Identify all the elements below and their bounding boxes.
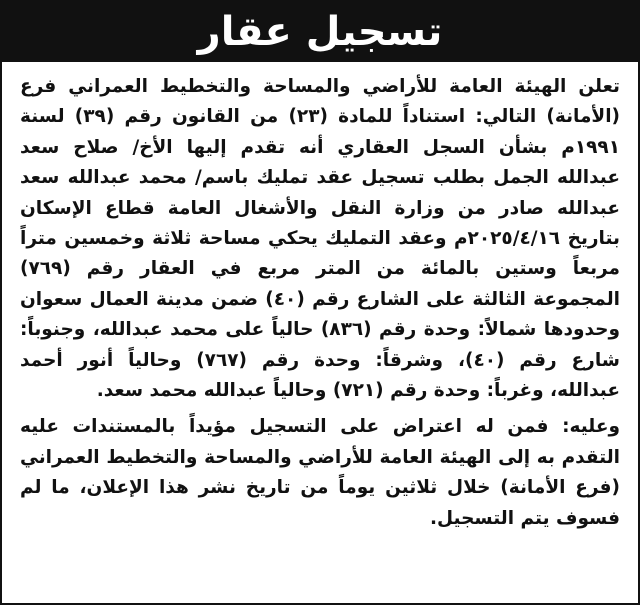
notice-header bbox=[2, 2, 638, 62]
notice-title: تسجيل عقار bbox=[197, 9, 443, 55]
notice-paragraph-main: تعلن الهيئة العامة للأراضي والمساحة والتخطيط العمراني فرع (الأمانة) التالي: استناداً للمادة (٢٣) من القانون رقم (٣٩) لسنة ١٩٩١م بشأن السجل العقاري أنه تقدم إليها الأخ/ صلاح سعد عبدالله الجمل بطلب تسجيل عقد تمليك باسم/ محمد عبدالله سعد عبدالله صادر من وزارة النقل والأشغال العامة قطاع الإسكان بتاريخ ٢٠٢٥/٤/١٦م وعقد التمليك يحكي مساحة ثلاثة وخمسين متراً مربعاً وستين بالمائة من المتر مربع في العقار رقم (٧٦٩) المجموعة الثالثة على الشارع رقم (٤٠) ضمن مدينة العمال سعوان وحدودها شمالاً: وحدة رقم (٨٣٦) حالياً على محمد عبدالله، وجنوباً: شارع رقم (٤٠)، وشرقاً: وحدة رقم (٧٦٧) وحالياً أنور أحمد عبدالله، وغرباً: وحدة رقم (٧٢١) وحالياً عبدالله محمد سعد. bbox=[20, 76, 620, 402]
notice-body bbox=[2, 62, 638, 540]
notice-paragraph-objection: وعليه: فمن له اعتراض على التسجيل مؤيداً بالمستندات عليه التقدم به إلى الهيئة العامة للأراضي والمساحة والتخطيط العمراني (فرع الأمانة) خلال ثلاثين يوماً من تاريخ نشر هذا الإعلان، ما لم فسوف يتم التسجيل. bbox=[20, 416, 620, 529]
